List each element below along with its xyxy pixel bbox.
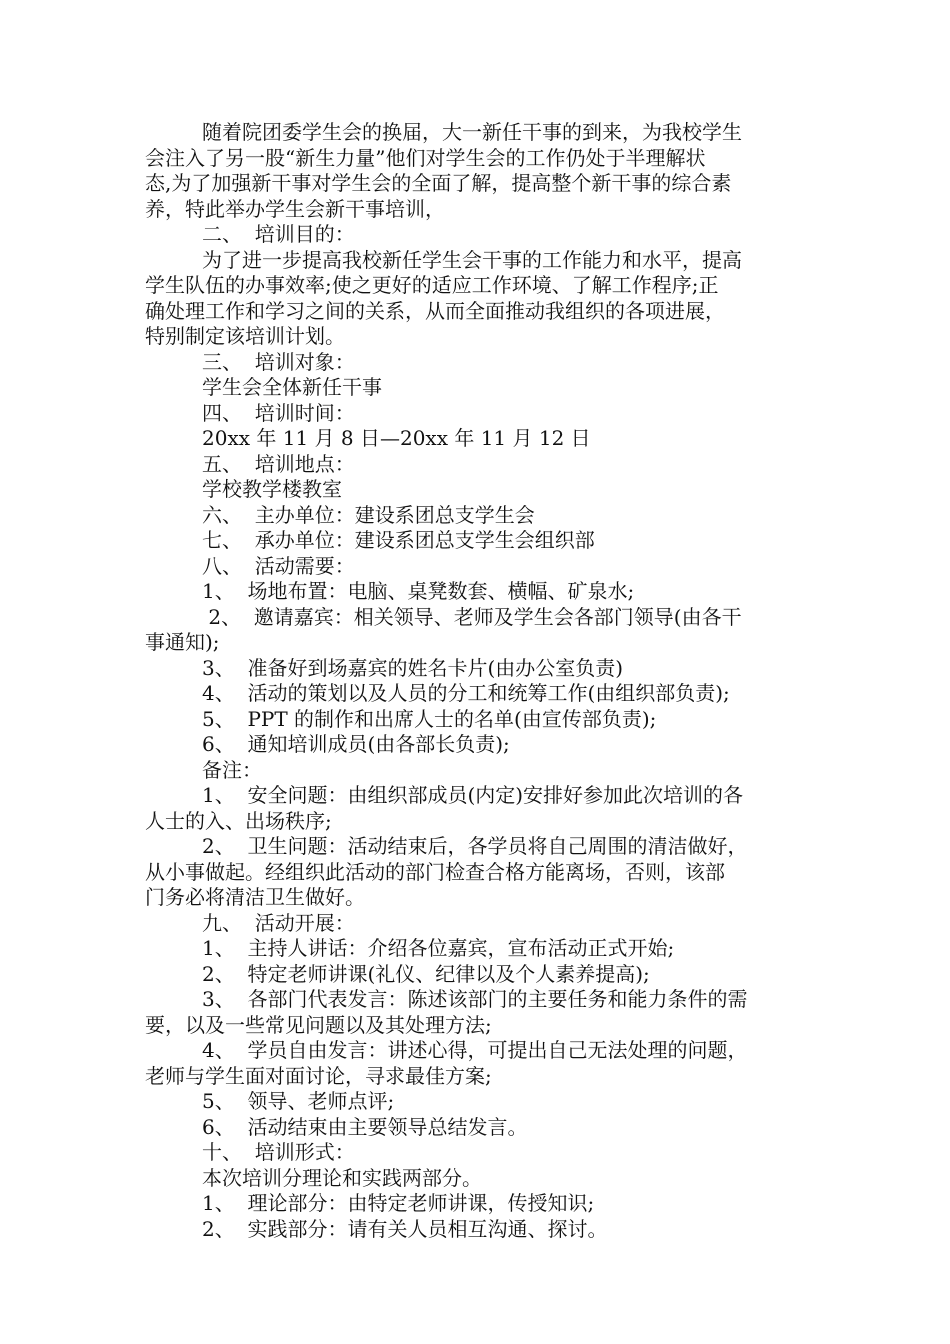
text-line: 十、 培训形式： — [202, 1140, 355, 1164]
text-line: 门务必将清洁卫生做好。 — [145, 885, 365, 909]
document-body — [145, 120, 810, 1242]
text-line: 本次培训分理论和实践两部分。 — [202, 1165, 482, 1190]
text-line: 1、 安全问题：由组织部成员(内定)安排好参加此次培训的各 — [202, 783, 744, 807]
text-line: 为了进一步提高我校新任学生会干事的工作能力和水平，提高 — [202, 247, 742, 272]
text-line: 4、 活动的策划以及人员的分工和统筹工作(由组织部负责); — [202, 681, 730, 705]
text-line: 四、 培训时间： — [202, 400, 355, 425]
text-line: 2、 邀请嘉宾：相关领导、老师及学生会各部门领导(由各干 — [202, 604, 742, 629]
text-line: 人士的入、出场秩序; — [145, 808, 332, 833]
text-line: 5、 领导、老师点评; — [202, 1089, 395, 1113]
text-line: 5、 PPT 的制作和出席人士的名单(由宣传部负责); — [202, 706, 657, 731]
text-line: 3、 准备好到场嘉宾的姓名卡片(由办公室负责) — [202, 655, 624, 680]
text-line: 事通知); — [145, 630, 220, 654]
text-line: 九、 活动开展： — [202, 910, 355, 935]
text-line: 八、 活动需要： — [202, 553, 355, 578]
text-line: 4、 学员自由发言：讲述心得，可提出自己无法处理的问题， — [202, 1038, 748, 1062]
text-line: 六、 主办单位：建设系团总支学生会 — [202, 502, 535, 527]
text-line: 20xx 年 11 月 8 日—20xx 年 11 月 12 日 — [202, 426, 591, 450]
text-line: 2、 特定老师讲课(礼仪、纪律以及个人素养提高); — [202, 961, 650, 986]
text-line: 2、 卫生问题：活动结束后，各学员将自己周围的清洁做好， — [202, 834, 748, 858]
text-line: 态,为了加强新干事对学生会的全面了解，提高整个新干事的综合素 — [145, 171, 732, 195]
text-line: 学生队伍的办事效率;使之更好的适应工作环境、了解工作程序;正 — [145, 273, 719, 297]
text-line: 三、 培训对象： — [202, 349, 355, 374]
text-line: 学校教学楼教室 — [202, 477, 342, 501]
text-line: 备注： — [202, 757, 262, 782]
text-line: 特别制定该培训计划。 — [145, 324, 345, 348]
text-line: 随着院团委学生会的换届，大一新任干事的到来，为我校学生 — [202, 120, 742, 144]
text-line: 确处理工作和学习之间的关系，从而全面推动我组织的各项进展， — [145, 298, 725, 323]
text-line: 6、 活动结束由主要领导总结发言。 — [202, 1114, 528, 1139]
text-line: 学生会全体新任干事 — [202, 375, 382, 399]
text-line: 6、 通知培训成员(由各部长负责); — [202, 732, 510, 756]
text-line: 会注入了另一股“新生力量”他们对学生会的工作仍处于半理解状 — [145, 145, 706, 170]
text-line: 1、 场地布置：电脑、桌凳数套、横幅、矿泉水; — [202, 579, 635, 603]
text-line: 养，特此举办学生会新干事培训， — [145, 196, 445, 221]
text-line: 五、 培训地点： — [202, 451, 355, 476]
text-line: 2、 实践部分：请有关人员相互沟通、探讨。 — [202, 1216, 608, 1241]
text-line: 1、 理论部分：由特定老师讲课，传授知识; — [202, 1191, 595, 1215]
text-line: 1、 主持人讲话：介绍各位嘉宾，宣布活动正式开始; — [202, 936, 675, 960]
text-line: 3、 各部门代表发言：陈述该部门的主要任务和能力条件的需 — [202, 987, 748, 1011]
text-line: 要，以及一些常见问题以及其处理方法; — [145, 1012, 492, 1037]
text-line: 二、 培训目的： — [202, 222, 355, 246]
text-line: 老师与学生面对面讨论，寻求最佳方案; — [145, 1063, 492, 1088]
text-line: 从小事做起。经组织此活动的部门检查合格方能离场，否则，该部 — [145, 859, 725, 884]
text-line: 七、 承办单位：建设系团总支学生会组织部 — [202, 528, 595, 552]
